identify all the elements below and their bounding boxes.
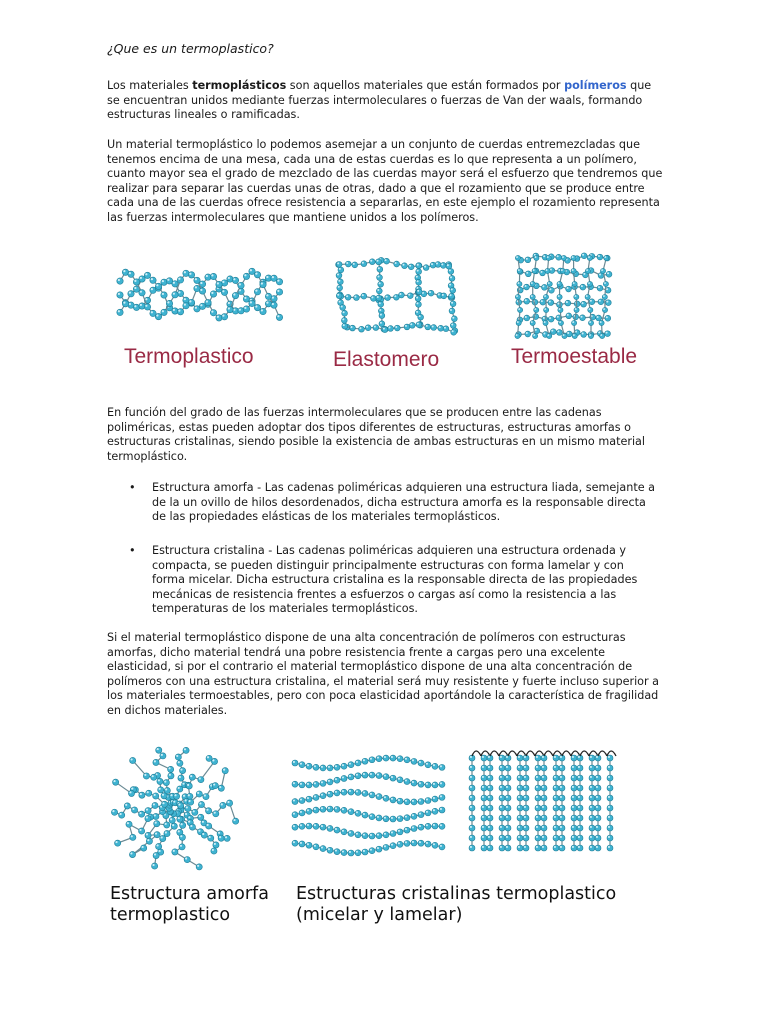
intro-text-start: Los materiales bbox=[107, 79, 193, 92]
structures-paragraph: En función del grado de las fuerzas intermoleculares que se producen entre las cadenas poliméricas, estas pueden adoptar dos tipos diferentes de estructuras, estructuras amorfas o estructuras cristalinas, siendo posible la existencia de ambas estructuras en un mismo material termoplástico. bbox=[107, 406, 646, 463]
crystal-structures-figure bbox=[100, 738, 640, 878]
intro-text-end: que se encuentran unidos mediante fuerzas intermoleculares o fuerzas de Van der waals, formando estructuras lineales o ramificadas. bbox=[107, 79, 652, 122]
caption-amorfa bbox=[110, 884, 269, 926]
bullet-icon: • bbox=[129, 481, 136, 494]
conclusion-paragraph: Si el material termoplástico dispone de una alta concentración de polímeros con estructuras amorfas, dicho material tendrá una pobre resistencia frente a cargas pero una excelente elasticidad, si por el contrario el material termoplástico dispone de una alta concentración de polímeros con una estructura cristalina, el material será muy resistente y fuerte incluso superior a los materiales termoestables, pero con poca elasticidad aportándole la característica de fragilidad en dichos materiales. bbox=[107, 631, 660, 717]
caption-cristalinas bbox=[296, 884, 616, 926]
caption-amorfa-line1: Estructura amorfa bbox=[110, 884, 269, 904]
termoplasticos-bold: termoplásticos bbox=[192, 79, 287, 92]
intro-text-middle: son aquellos materiales que están formados por bbox=[286, 79, 565, 92]
list-item-text: Estructura amorfa - Las cadenas poliméricas adquieren una estructura liada, semejante a de la un ovillo de hilos desordenados, dicha estructura amorfa es la responsable directa de las propiedades elásticas de los materiales termoplásticos. bbox=[152, 481, 656, 524]
caption-termoestable: Termoestable bbox=[511, 345, 638, 368]
bullet-icon: • bbox=[129, 544, 136, 557]
caption-cristalinas-line1: Estructuras cristalinas termoplastico bbox=[296, 884, 617, 904]
caption-amorfa-line2: termoplastico bbox=[110, 905, 231, 925]
caption-termoplastico: Termoplastico bbox=[124, 345, 254, 368]
intro-paragraph bbox=[107, 79, 667, 123]
caption-elastomero: Elastomero bbox=[333, 348, 440, 371]
list-item-text: Estructura cristalina - Las cadenas poliméricas adquieren una estructura ordenada y compacta, se pueden distinguir principalmente estructuras con forma lamelar y con forma micelar. Dicha estructura cristalina es la responsable directa de las propiedades mecánicas de resistencia frentes a esfuerzos o cargas así como la resistencia a las temperaturas de los materiales termoplásticos. bbox=[152, 544, 638, 616]
polimeros-link[interactable]: polímeros bbox=[564, 79, 627, 92]
analogy-paragraph: Un material termoplástico lo podemos asemejar a un conjunto de cuerdas entremezcladas que tenemos encima de una mesa, cada una de estas cuerdas es lo que representa a un polímero, cuanto mayor sea el grado de mezclado de las cuerdas mayor será el esfuerzo que tendremos que realizar para separar las cuerdas unas de otras, dado a que el rozamiento que se produce entre cada una de las cuerdas ofrece resistencia a separarlas, en este ejemplo el rozamiento representa las fuerzas intermoleculares que mantiene unidos a los polímeros. bbox=[107, 138, 663, 224]
caption-cristalinas-line2: (micelar y lamelar) bbox=[296, 905, 463, 925]
crystal-structures-illustration bbox=[100, 738, 640, 878]
polymer-types-illustration bbox=[110, 250, 655, 350]
page-title: ¿Que es un termoplastico? bbox=[107, 41, 274, 56]
